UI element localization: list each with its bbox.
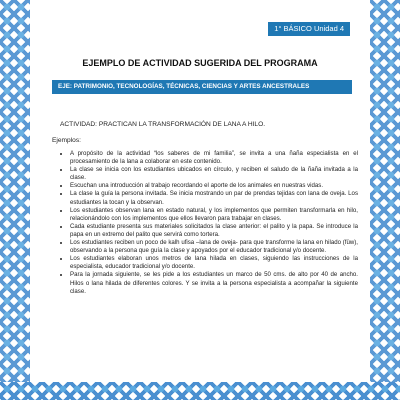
decorative-border-bottom xyxy=(0,382,400,400)
list-item: • Escuchan una introducción al trabajo recordando el aporte de los animales en nuestras vidas. xyxy=(70,182,358,190)
eje-banner: EJE: PATRIMONIO, TECNOLOGÍAS, TÉCNICAS, CIENCIAS Y ARTES ANCESTRALES xyxy=(52,80,352,94)
unit-badge: 1° BÁSICO Unidad 4 xyxy=(268,22,350,36)
list-item: • Cada estudiante presenta sus materiales solicitados la clase anterior: el palito y la papa. Se introduce la papa en un extremo del palito que servirá como tortera. xyxy=(70,223,358,239)
list-item: • Los estudiantes reciben un poco de kalh ufisa –lana de oveja- para que transforme la lana en hilado (füw), observando a la persona que guía la clase y apoyados por el educador tradicional y/o docente. xyxy=(70,239,358,255)
list-item: • Para la jornada siguiente, se les pide a los estudiantes un marco de 50 cms. de alto por 40 de ancho. Hilos o lana hilada de diferentes colores. Y se invita a la persona especialista a acompañar la siguiente clase. xyxy=(70,271,358,295)
examples-list xyxy=(58,150,358,296)
list-item: • Los estudiantes observan lana en estado natural, y los implementos que permiten transformarla en hilo, relacionándolo con los implementos que ellos llevaron para trabajar en clases. xyxy=(70,207,358,223)
list-item: • A propósito de la actividad “los saberes de mi familia”, se invita a una ñaña especialista en el procesamiento de la lana a colaborar en este contenido. xyxy=(70,150,358,166)
list-item: • Los estudiantes elaboran unos metros de lana hilada en clases, siguiendo las instrucciones de la especialista, educador tradicional y/o docente. xyxy=(70,255,358,271)
list-item: • La clase se inicia con los estudiantes ubicados en círculo, y reciben el saludo de la ñaña invitada a la clase. xyxy=(70,166,358,182)
page-title: EJEMPLO DE ACTIVIDAD SUGERIDA DEL PROGRAMA xyxy=(82,58,318,68)
list-item: • La clase la guía la persona invitada. Se inicia mostrando un par de prendas tejidas con lana de oveja. Los estudiantes la tocan y la observan. xyxy=(70,190,358,206)
activity-title: ACTIVIDAD: PRACTICAN LA TRANSFORMACIÓN DE LANA A HILO. xyxy=(60,121,266,128)
examples-label: Ejemplos: xyxy=(52,137,81,144)
